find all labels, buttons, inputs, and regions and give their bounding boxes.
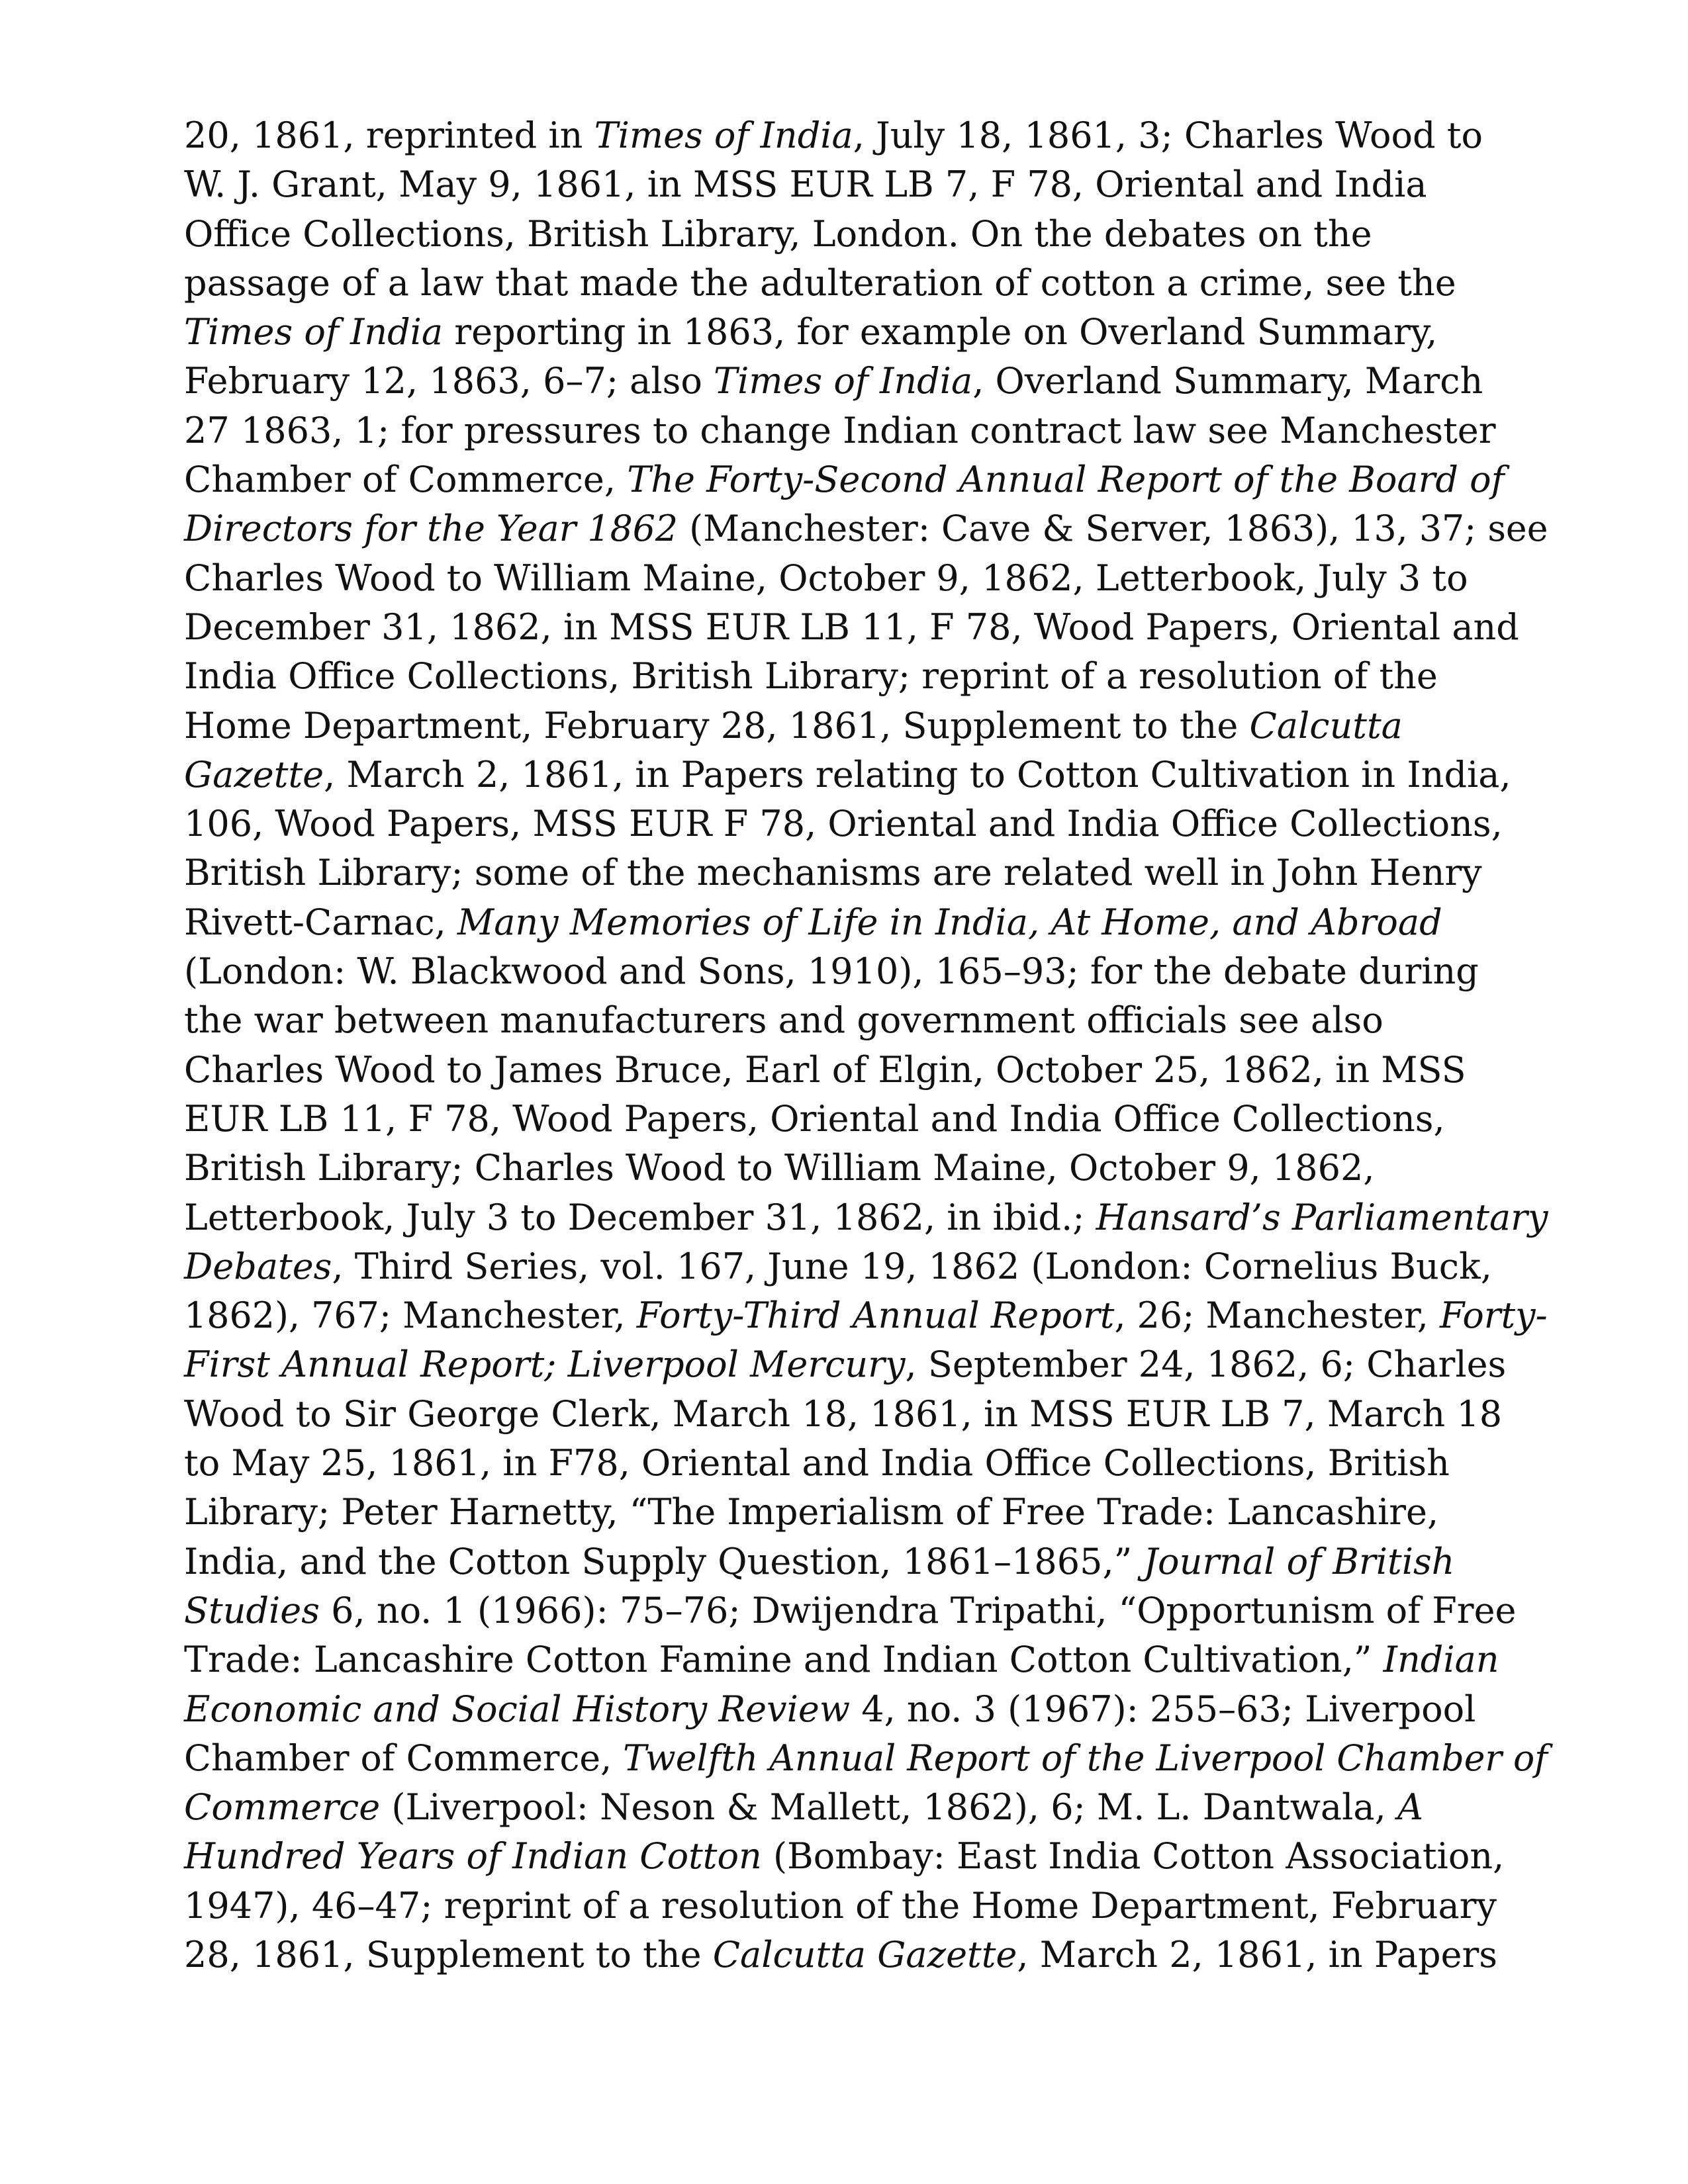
italic-title-text: First Annual Report; Liverpool Mercury bbox=[184, 1343, 906, 1386]
line-text: (Manchester: Cave & Server, 1863), 13, 37; see bbox=[678, 508, 1548, 550]
line-text: to May 25, 1861, in F78, Oriental and India Office Collections, British bbox=[184, 1442, 1450, 1484]
italic-title-text: Indian bbox=[1383, 1639, 1499, 1681]
line-text: , March 2, 1861, in Papers bbox=[1017, 1933, 1498, 1976]
line-text: , July 18, 1861, 3; Charles Wood to bbox=[853, 114, 1483, 156]
text-line bbox=[184, 504, 1548, 553]
line-text: EUR LB 11, F 78, Wood Papers, Oriental and India Office Collections, bbox=[184, 1097, 1445, 1140]
text-line bbox=[184, 455, 1548, 504]
text-line bbox=[184, 160, 1548, 209]
text-line bbox=[184, 210, 1548, 259]
italic-title-text: Calcutta Gazette bbox=[712, 1933, 1017, 1976]
line-text: , Overland Summary, March bbox=[972, 360, 1483, 402]
text-line bbox=[184, 751, 1548, 799]
text-line bbox=[184, 357, 1548, 406]
text-line bbox=[184, 1931, 1548, 1979]
line-text: 4, no. 3 (1967): 255–63; Liverpool bbox=[850, 1688, 1476, 1730]
text-line bbox=[184, 1882, 1548, 1931]
text-line bbox=[184, 996, 1548, 1045]
text-line bbox=[184, 259, 1548, 308]
line-text: , September 24, 1862, 6; Charles bbox=[905, 1343, 1507, 1386]
line-text: (Bombay: East India Cotton Association, bbox=[761, 1835, 1505, 1878]
line-text: Office Collections, British Library, London. On the debates on the bbox=[184, 212, 1372, 255]
line-text: 28, 1861, Supplement to the bbox=[184, 1933, 713, 1976]
italic-title-text: Times of India bbox=[594, 114, 853, 156]
line-text: British Library; some of the mechanisms are related well in John Henry bbox=[184, 852, 1482, 894]
italic-title-text: Gazette bbox=[184, 753, 324, 796]
text-line bbox=[184, 406, 1548, 455]
text-line bbox=[184, 1537, 1548, 1586]
italic-title-text: Directors for the Year 1862 bbox=[184, 508, 679, 550]
line-text: Library; Peter Harnetty, “The Imperialism of Free Trade: Lancashire, bbox=[184, 1491, 1439, 1533]
line-text: Letterbook, July 3 to December 31, 1862, in ibid.; bbox=[184, 1196, 1096, 1238]
line-text: India, and the Cotton Supply Question, 1861–1865,” bbox=[184, 1540, 1144, 1582]
line-text: December 31, 1862, in MSS EUR LB 11, F 78, Wood Papers, Oriental and bbox=[184, 606, 1519, 648]
line-text: Charles Wood to James Bruce, Earl of Elgin, October 25, 1862, in MSS bbox=[184, 1048, 1466, 1091]
line-text: 27 1863, 1; for pressures to change Indian contract law see Manchester bbox=[184, 409, 1496, 451]
text-line bbox=[184, 799, 1548, 848]
line-text: W. J. Grant, May 9, 1861, in MSS EUR LB 7, F 78, Oriental and India bbox=[184, 163, 1427, 206]
text-line bbox=[184, 308, 1548, 357]
text-line bbox=[184, 1488, 1548, 1537]
italic-title-text: Forty-Third Annual Report bbox=[636, 1295, 1115, 1337]
italic-title-text: Studies bbox=[184, 1589, 320, 1631]
line-text: 20, 1861, reprinted in bbox=[184, 114, 594, 156]
italic-title-text: Twelfth Annual Report of the Liverpool Chamber of bbox=[623, 1737, 1548, 1779]
text-line bbox=[184, 1390, 1548, 1439]
line-text: Rivett-Carnac, bbox=[184, 901, 457, 943]
text-line bbox=[184, 603, 1548, 652]
line-text: 1862), 767; Manchester, bbox=[184, 1295, 637, 1337]
line-text: the war between manufacturers and government officials see also bbox=[184, 999, 1383, 1042]
line-text: Trade: Lancashire Cotton Famine and Indian Cotton Cultivation,” bbox=[184, 1639, 1383, 1681]
italic-title-text: Debates bbox=[184, 1245, 332, 1287]
italic-title-text: Forty- bbox=[1439, 1295, 1548, 1337]
italic-title-text: Journal of British bbox=[1143, 1540, 1455, 1582]
text-line bbox=[184, 1832, 1548, 1881]
italic-title-text: Times of India bbox=[714, 360, 973, 402]
footnote-text-block bbox=[184, 111, 1548, 1979]
text-line bbox=[184, 1144, 1548, 1193]
text-line bbox=[184, 1635, 1548, 1684]
line-text: Charles Wood to William Maine, October 9, 1862, Letterbook, July 3 to bbox=[184, 557, 1468, 599]
line-text: , 26; Manchester, bbox=[1114, 1295, 1440, 1337]
line-text: British Library; Charles Wood to William Maine, October 9, 1862, bbox=[184, 1147, 1375, 1189]
text-line bbox=[184, 111, 1548, 160]
text-line bbox=[184, 1340, 1548, 1389]
line-text: passage of a law that made the adulteration of cotton a crime, see the bbox=[184, 261, 1456, 304]
line-text: Chamber of Commerce, bbox=[184, 459, 628, 501]
text-line bbox=[184, 702, 1548, 751]
text-line bbox=[184, 1193, 1547, 1242]
line-text: India Office Collections, British Library; reprint of a resolution of the bbox=[184, 655, 1438, 698]
italic-title-text: Economic and Social History Review bbox=[184, 1688, 851, 1730]
italic-title-text: Times of India bbox=[184, 311, 444, 353]
italic-title-text: Many Memories of Life in India, At Home, and Abroad bbox=[457, 901, 1442, 943]
text-line bbox=[184, 947, 1548, 996]
text-line bbox=[184, 1439, 1548, 1488]
text-line bbox=[184, 652, 1548, 701]
text-line bbox=[184, 554, 1548, 603]
text-line bbox=[184, 848, 1548, 897]
italic-title-text: A bbox=[1397, 1786, 1423, 1829]
line-text: (Liverpool: Neson & Mallett, 1862), 6; M. L. Dantwala, bbox=[380, 1786, 1397, 1829]
line-text: Home Department, February 28, 1861, Supplement to the bbox=[184, 704, 1250, 747]
text-line bbox=[184, 898, 1548, 947]
italic-title-text: Commerce bbox=[184, 1786, 381, 1829]
line-text: February 12, 1863, 6–7; also bbox=[184, 360, 714, 402]
line-text: (London: W. Blackwood and Sons, 1910), 165–93; for the debate during bbox=[184, 950, 1479, 993]
line-text: Chamber of Commerce, bbox=[184, 1737, 624, 1779]
line-text: 106, Wood Papers, MSS EUR F 78, Oriental and India Office Collections, bbox=[184, 803, 1503, 845]
text-line bbox=[184, 1734, 1548, 1783]
line-text: Wood to Sir George Clerk, March 18, 1861, in MSS EUR LB 7, March 18 bbox=[184, 1392, 1503, 1435]
text-line bbox=[184, 1095, 1548, 1144]
text-line bbox=[184, 1586, 1548, 1635]
line-text: 1947), 46–47; reprint of a resolution of the Home Department, February bbox=[184, 1884, 1497, 1927]
line-text: , March 2, 1861, in Papers relating to Cotton Cultivation in India, bbox=[324, 753, 1511, 796]
line-text: , Third Series, vol. 167, June 19, 1862 (London: Cornelius Buck, bbox=[332, 1245, 1492, 1287]
line-text: reporting in 1863, for example on Overland Summary, bbox=[443, 311, 1438, 353]
italic-title-text: The Forty-Second Annual Report of the Board of bbox=[627, 459, 1505, 501]
text-line bbox=[184, 1783, 1548, 1832]
italic-title-text: Hundred Years of Indian Cotton bbox=[184, 1835, 762, 1878]
line-text: 6, no. 1 (1966): 75–76; Dwijendra Tripathi, “Opportunism of Free bbox=[319, 1589, 1517, 1631]
text-line bbox=[184, 1291, 1548, 1340]
text-line bbox=[184, 1046, 1548, 1095]
text-line bbox=[184, 1685, 1548, 1734]
italic-title-text: Calcutta bbox=[1249, 704, 1403, 747]
italic-title-text: Hansard’s Parliamentary bbox=[1096, 1196, 1548, 1238]
text-line bbox=[184, 1242, 1548, 1291]
